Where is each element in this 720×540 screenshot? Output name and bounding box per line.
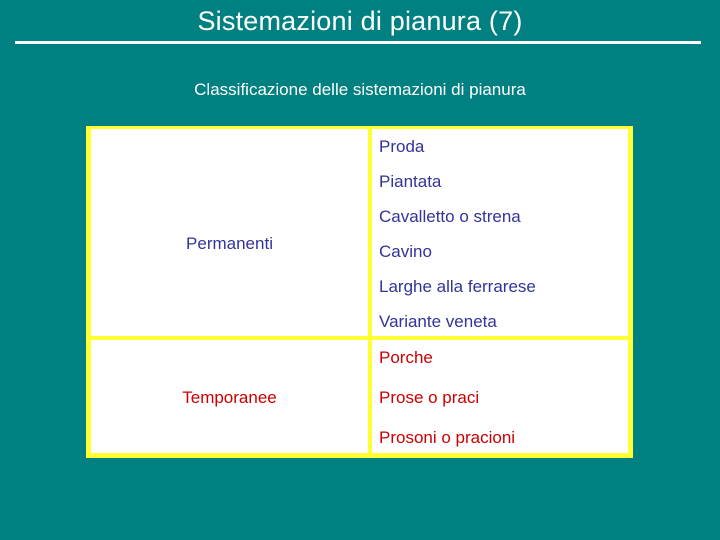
slide-subtitle: Classificazione delle sistemazioni di pianura: [194, 80, 526, 99]
title-underline: [15, 41, 701, 44]
classification-table: [86, 126, 633, 458]
slide-title: Sistemazioni di pianura (7): [197, 6, 523, 36]
category-cell-temporary: [91, 340, 368, 453]
category-label-permanent: Permanenti: [186, 234, 273, 253]
list-item: Variante veneta: [379, 312, 497, 331]
list-item: Cavalletto o strena: [379, 207, 521, 226]
list-item: Prose o praci: [379, 388, 480, 407]
list-item: Larghe alla ferrarese: [379, 277, 536, 296]
category-cell-permanent: [91, 129, 368, 336]
list-item: Piantata: [379, 172, 442, 191]
list-item: Proda: [379, 137, 425, 156]
list-item: Prosoni o pracioni: [379, 428, 516, 447]
list-item: Porche: [379, 348, 433, 367]
list-item: Cavino: [379, 242, 432, 261]
items-cell-permanent: [372, 129, 628, 336]
items-cell-temporary: [372, 340, 628, 453]
category-label-temporary: Temporanee: [182, 388, 277, 407]
